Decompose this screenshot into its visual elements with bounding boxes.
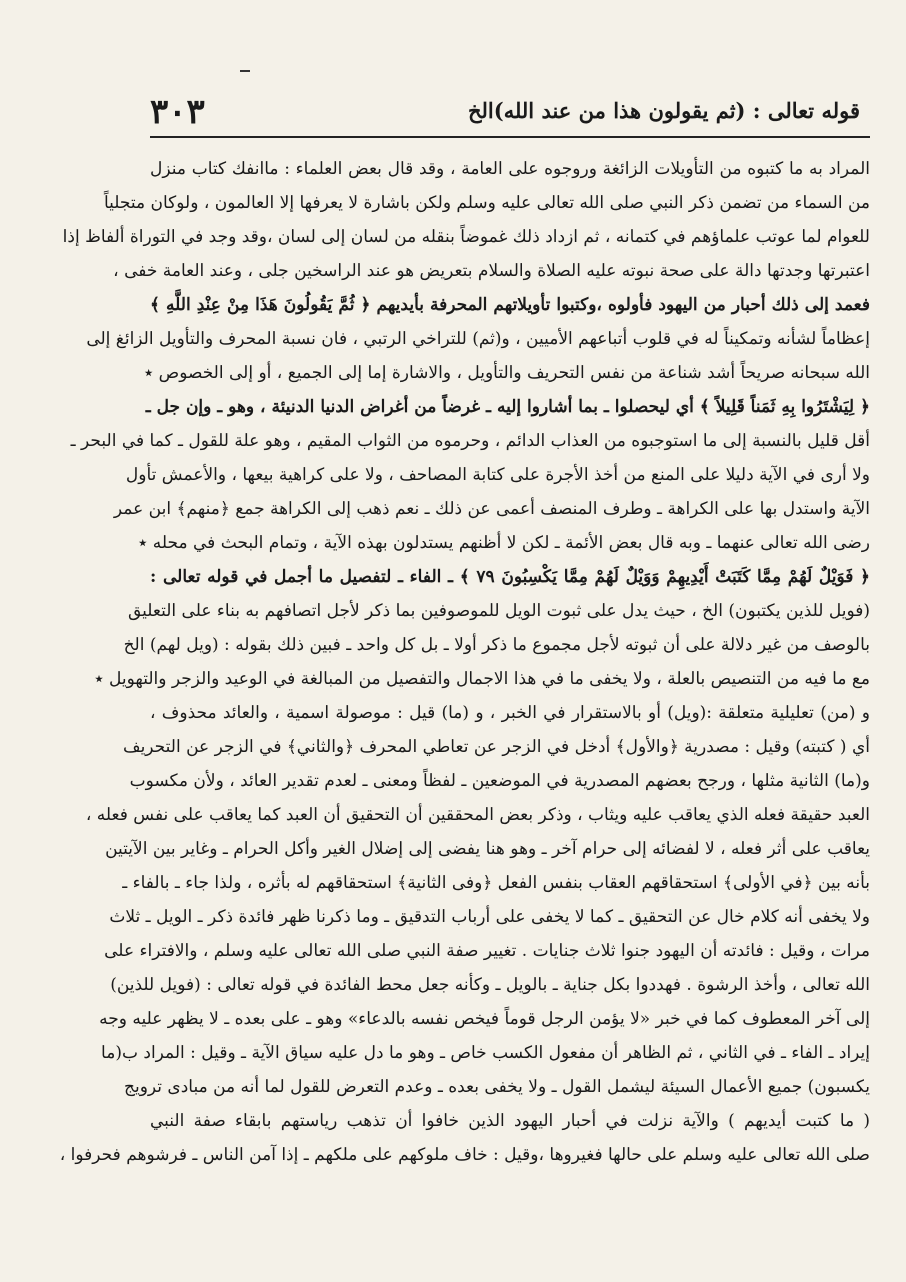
text-line: مع ما فيه من التنصيص بالعلة ، ولا يخفى ما في هذا الاجمال والتفصيل من المبالغة في الوعيد والزجر والتهويل ٭ [94, 669, 870, 689]
text-line: فعمد إلى ذلك أحبار من اليهود فأولوه ،وكتبوا تأويلاتهم المحرفة بأيديهم ﴿ ثُمَّ يَقُولُونَ هَذَا مِنْ عِنْدِ اللَّهِ ﴾ [150, 295, 870, 315]
text-line: يعاقب على أثر فعله ، لا لفضائه إلى حرام آخر ـ وهو هنا يفضى إلى إضلال الغير وأكل الحرام ـ وغاير بين الآيتين [105, 839, 870, 859]
text-line: الله سبحانه صريحاً أشد شناعة من نفس التحريف والتأويل ، والاشارة إما إلى الجميع ، أو إلى الخصوص ٭ [143, 363, 870, 383]
header-rule [150, 136, 870, 138]
text-line: و(ما) الثانية مثلها ، ورجح بعضهم المصدرية في الموضعين ـ لفظاً ومعنى ـ لعدم تقدير العائد ، ولأن مكسوب [129, 771, 870, 791]
page-header [150, 84, 870, 144]
top-mark [240, 70, 250, 72]
text-line: ( ما كتبت أيديهم ) والآية نزلت في أحبار اليهود الذين خافوا أن تذهب رياستهم بابقاء صفة النبي [150, 1111, 870, 1131]
running-head: قوله تعالى : (ثم يقولون هذا من عند الله)الخ [467, 98, 860, 123]
text-line: بأنه بين ﴿في الأولى﴾ استحقاقهم العقاب بنفس الفعل ﴿وفى الثانية﴾ استحقاقهم له بأثره ، ولذا جاء ـ بالفاء ـ [122, 873, 870, 893]
text-line: (فويل للذين يكتبون) الخ ، حيث يدل على ثبوت الويل للموصوفين بما ذكر لأجل اتصافهم به بناء على التعليق [127, 601, 870, 621]
text-line: ﴿ لِيَشْتَرُوا بِهِ ثَمَناً قَلِيلاً ﴾ أي ليحصلوا ـ بما أشاروا إليه ـ غرضاً من أغراض الدنيا الدنيئة ، وهو ـ وإن جل ـ [145, 397, 870, 417]
text-line: إيراد ـ الفاء ـ في الثاني ، ثم الظاهر أن مفعول الكسب خاص ـ وهو ما دل عليه سياق الآية ـ وقيل : المراد ب(ما [101, 1043, 870, 1063]
text-line: المراد به ما كتبوه من التأويلات الزائغة وروجوه على العامة ، وقد قال بعض العلماء : ماانفك كتاب منزل [150, 159, 870, 179]
page-number: ٣٠٣ [150, 92, 205, 132]
text-line: مرات ، وقيل : فائدته أن اليهود جنوا ثلاث جنايات . تغيير صفة النبي صلى الله تعالى عليه وسلم ، والافتراء على [104, 941, 870, 961]
text-line: إعظاماً لشأنه وتمكيناً له في قلوب أتباعهم الأميين ، و(ثم) للتراخي الرتبي ، فان نسبة المحرف والتأويل الزائغ إلى [86, 329, 870, 349]
text-line: ﴿ فَوَيْلٌ لَهُمْ مِمَّا كَتَبَتْ أَيْدِيهِمْ وَوَيْلٌ لَهُمْ مِمَّا يَكْسِبُونَ ٧٩ ﴾ ـ الفاء ـ لتفصيل ما أجمل في قوله تعالى : [150, 567, 871, 587]
text-line: من السماء من تضمن ذكر النبي صلى الله تعالى عليه وسلم ولكن باشارة لا يعرفها إلا العالمون ، ولوكان متجلياً [103, 193, 870, 213]
text-line: و (من) تعليلية متعلقة :(ويل) أو بالاستقرار في الخبر ، و (ما) قيل : موصولة اسمية ، والعائد محذوف ، [150, 703, 870, 723]
text-line: الله تعالى ، وأخذ الرشوة . فهددوا بكل جناية ـ بالويل ـ وكأنه جعل محط الفائدة في قوله تعالى : (فويل للذين) [110, 975, 870, 995]
text-line: يكسبون) جميع الأعمال السيئة ليشمل القول ـ ولا يخفى بعده ـ وعدم التعرض للقول لما أنه من مبادى ترويج [123, 1077, 870, 1097]
text-line: اعتبرتها وجدتها دالة على صحة نبوته عليه الصلاة والسلام بتعريض هو عند الراسخين جلى ، وعند العامة خفى ، [113, 261, 870, 281]
text-line: بالوصف من غير دلالة على أن ثبوته لأجل مجموع ما ذكر أولا ـ بل كل واحد ـ فبين ذلك بقوله : (ويل لهم) الخ [123, 635, 870, 655]
text-line: العبد حقيقة فعله الذي يعاقب عليه ويثاب ، وذكر بعض المحققين أن التحقيق أن العبد كما يعاقب على نفس فعله ، [85, 805, 870, 825]
book-page [59, 70, 871, 1220]
text-line: أي ( كتبته) وقيل : مصدرية ﴿والأول﴾ أدخل في الزجر عن تعاطي المحرف ﴿والثاني﴾ في الزجر عن التحريف [122, 737, 870, 757]
page-body [59, 152, 871, 1172]
text-line: إلى آخر المعطوف كما في خبر «لا يؤمن الرجل قوماً فيخص نفسه بالدعاء» وهو ـ على بعده ـ لا يظهر عليه وجه [99, 1009, 870, 1029]
text-line: أقل قليل بالنسبة إلى ما استوجبوه من العذاب الدائم ، وحرموه من الثواب المقيم ، وهو علة للقول ـ كما في البحر ـ [70, 431, 870, 451]
text-line: رضى الله تعالى عنهما ـ وبه قال بعض الأئمة ـ لكن لا أظنهم يستدلون بهذه الآية ، وتمام البحث في محله ٭ [138, 533, 870, 553]
text-line: ولا يخفى أنه كلام خال عن التحقيق ـ كما لا يخفى على أرباب التدقيق ـ وما ذكرنا ظهر فائدة ذكر ـ الويل ـ ثلاث [109, 907, 870, 927]
text-line: ولا أرى في الآية دليلا على المنع من أخذ الأجرة على كتابة المصاحف ، ولا على كراهية بيعها ، والأعمش تأول [125, 465, 870, 485]
text-line: صلى الله تعالى عليه وسلم على حالها فغيروها ،وقيل : خاف ملوكهم على ملكهم ـ إذا آمن الناس ـ فرشوهم فحرفوا ، [59, 1145, 870, 1165]
text-line: للعوام لما عوتب علماؤهم في كتمانه ، ثم ازداد ذلك غموضاً بنقله من لسان إلى لسان ،وقد وجد في التوراة ألفاظ إذا [62, 227, 870, 247]
text-line: الآية واستدل بها على الكراهة ـ وطرف المنصف أعمى عن ذلك ـ نعم ذهب إلى الكراهة جمع ﴿منهم﴾ ابن عمر [113, 499, 870, 519]
